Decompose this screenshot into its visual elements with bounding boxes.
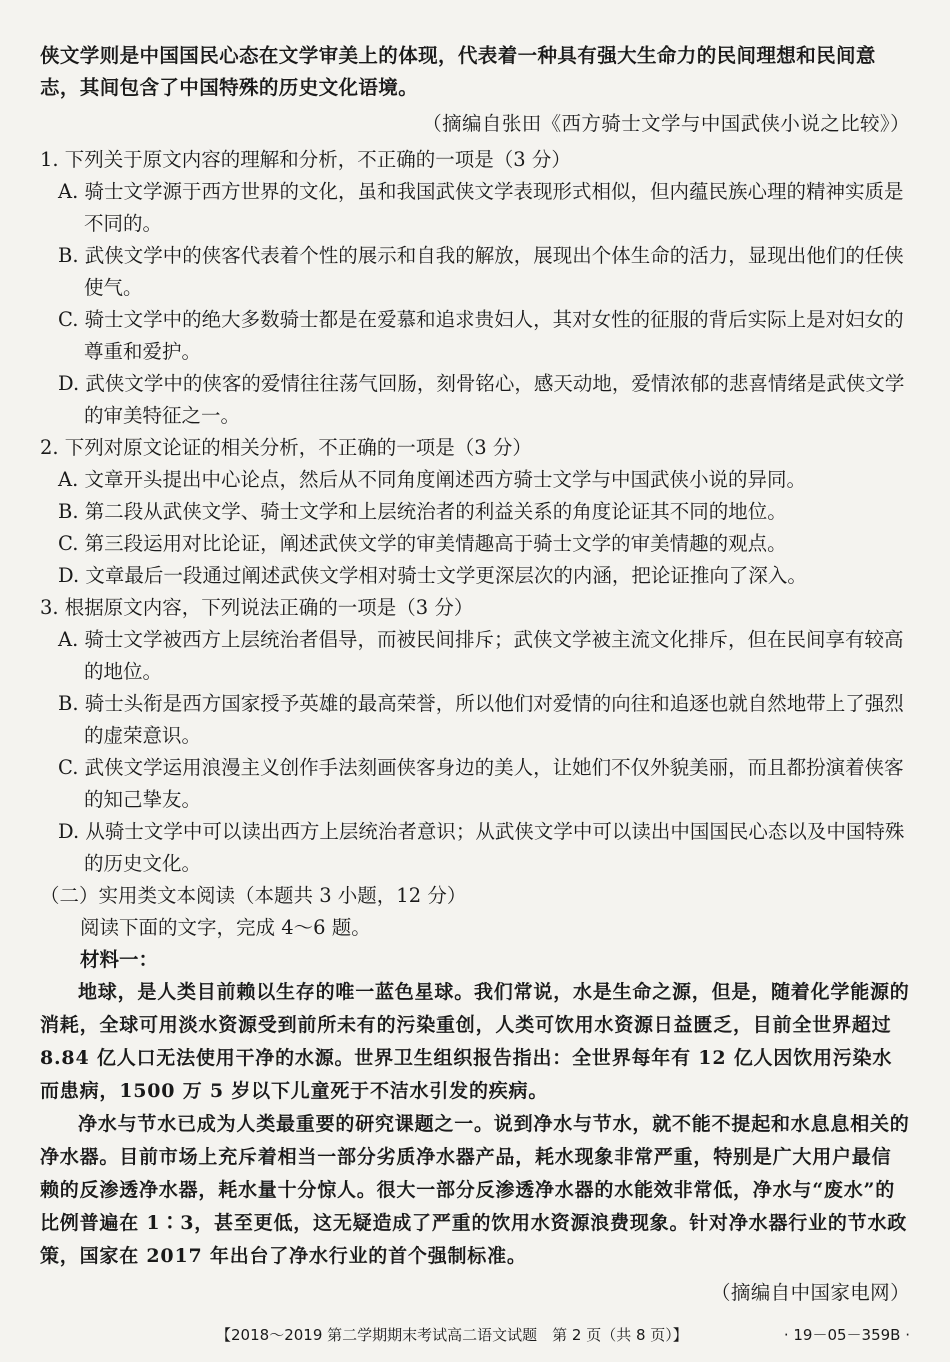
option-c: C. 武侠文学运用浪漫主义创作手法刻画侠客身边的美人，让她们不仅外貌美丽，而且都扮演着侠客的知己挚友。 [58, 756, 904, 811]
question-2 [40, 432, 910, 592]
footer-exam-info: 【2018～2019 第二学期期末考试高二语文试题 第 2 页（共 8 页）】 [216, 1326, 688, 1344]
option-a: A. 骑士文学源于西方世界的文化，虽和我国武侠文学表现形式相似，但内蕴民族心理的精神实质是不同的。 [58, 180, 904, 235]
option-c: C. 第三段运用对比论证，阐述武侠文学的审美情趣高于骑士文学的审美情趣的观点。 [58, 532, 787, 555]
material-paragraph-2: 净水与节水已成为人类最重要的研究课题之一。说到净水与节水，就不能不提起和水息息相关的净水器。目前市场上充斥着相当一部分劣质净水器产品，耗水现象非常严重，特别是广大用户最信赖的反渗透净水器，耗水量十分惊人。很大一部分反渗透净水器的水能效非常低，净水与“废水”的比例普遍在 1∶3，甚至更低，这无疑造成了严重的饮用水资源浪费现象。针对净水器行业的节水政策，国家在 2017 年出台了净水行业的首个强制标准。 [40, 1113, 910, 1267]
intro-source: （摘编自张田《西方骑士文学与中国武侠小说之比较》） [422, 112, 910, 135]
material-source: （摘编自中国家电网） [710, 1281, 910, 1304]
question-1 [40, 144, 910, 432]
option-d: D. 武侠文学中的侠客的爱情往往荡气回肠，刻骨铭心，感天动地，爱情浓郁的悲喜情绪是武侠文学的审美特征之一。 [58, 372, 905, 427]
option-b: B. 第二段从武侠文学、骑士文学和上层统治者的利益关系的角度论证其不同的地位。 [58, 500, 787, 523]
material-paragraph-1: 地球，是人类目前赖以生存的唯一蓝色星球。我们常说，水是生命之源，但是，随着化学能源的消耗，全球可用淡水资源受到前所未有的污染重创，人类可饮用水资源日益匮乏，目前全世界超过 8.84 亿人口无法使用干净的水源。世界卫生组织报告指出：全世界每年有 12 亿人因饮用污染水而患病，1500 万 5 岁以下儿童死于不洁水引发的疾病。 [40, 981, 910, 1102]
section-heading: （二）实用类文本阅读（本题共 3 小题，12 分） [40, 884, 467, 907]
option-d: D. 从骑士文学中可以读出西方上层统治者意识；从武侠文学中可以读出中国国民心态以及中国特殊的历史文化。 [58, 820, 905, 875]
question-stem: 2. 下列对原文论证的相关分析，不正确的一项是（3 分） [40, 436, 532, 459]
option-b: B. 武侠文学中的侠客代表着个性的展示和自我的解放，展现出个体生命的活力，显现出他们的任侠使气。 [58, 244, 904, 299]
page-footer [40, 1324, 910, 1345]
option-d: D. 文章最后一段通过阐述武侠文学相对骑士文学更深层次的内涵，把论证推向了深入。 [58, 564, 807, 587]
material-label: 材料一： [80, 948, 159, 971]
question-3 [40, 592, 910, 880]
option-a: A. 骑士文学被西方上层统治者倡导，而被民间排斥；武侠文学被主流文化排斥，但在民间享有较高的地位。 [58, 628, 904, 683]
option-b: B. 骑士头衔是西方国家授予英雄的最高荣誉，所以他们对爱情的向往和追逐也就自然地带上了强烈的虚荣意识。 [58, 692, 904, 747]
section-instruction: 阅读下面的文字，完成 4～6 题。 [80, 916, 371, 939]
question-stem: 1. 下列关于原文内容的理解和分析，不正确的一项是（3 分） [40, 148, 571, 171]
intro-paragraph: 侠文学则是中国国民心态在文学审美上的体现，代表着一种具有强大生命力的民间理想和民间意志，其间包含了中国特殊的历史文化语境。 [40, 44, 876, 99]
section-2 [40, 880, 910, 976]
question-stem: 3. 根据原文内容，下列说法正确的一项是（3 分） [40, 596, 474, 619]
footer-code: · 19－05－359B · [783, 1326, 910, 1344]
option-c: C. 骑士文学中的绝大多数骑士都是在爱慕和追求贵妇人，其对女性的征服的背后实际上是对妇女的尊重和爱护。 [58, 308, 904, 363]
option-a: A. 文章开头提出中心论点，然后从不同角度阐述西方骑士文学与中国武侠小说的异同。 [58, 468, 806, 491]
